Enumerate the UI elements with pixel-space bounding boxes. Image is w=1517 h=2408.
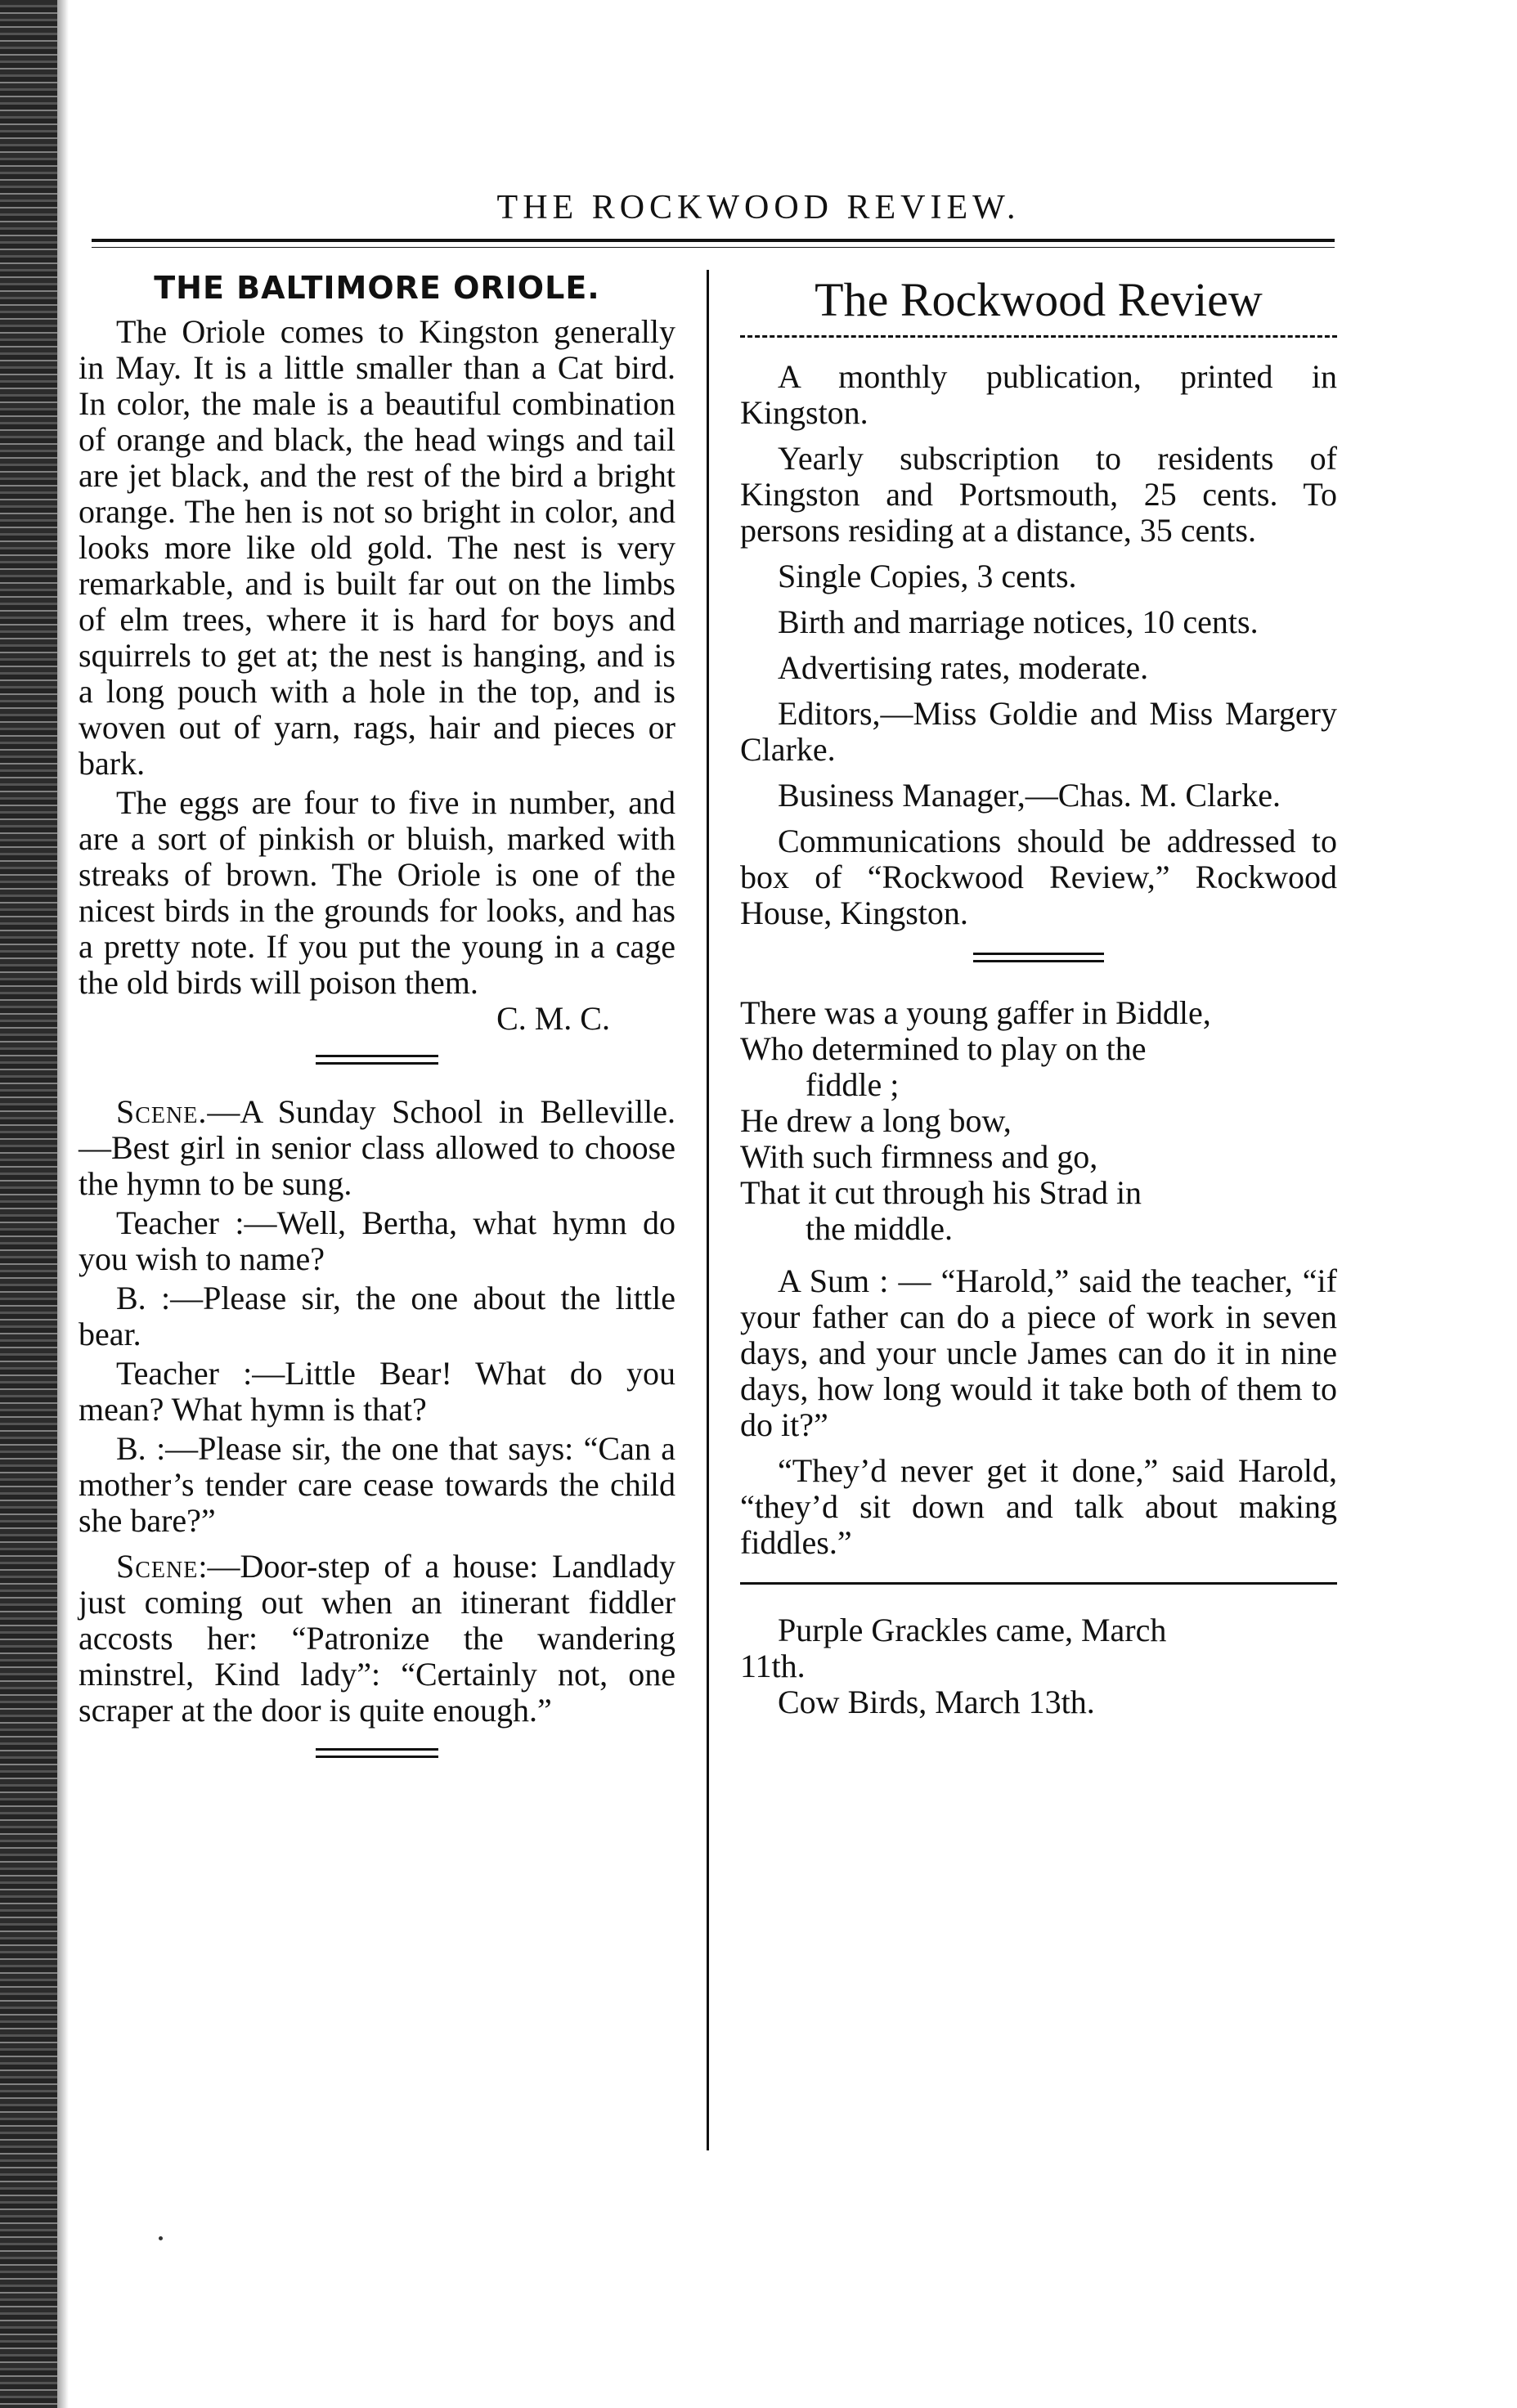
verse-line-3: fiddle ; [806, 1066, 900, 1103]
right-column [740, 271, 1337, 1720]
right-section-divider [973, 953, 1104, 962]
binding-edge [0, 0, 57, 2408]
column-divider [707, 270, 709, 2150]
oriole-paragraph-2: The eggs are four to five in number, and are a sort of pinkish or bluish, marked with streaks of brown. The Oriole is one of the nicest birds in the grounds for looks, and has a pretty note. If you put the young in a cage the old birds will poison them. [79, 784, 675, 1001]
note-cowbirds: Cow Birds, March 13th. [778, 1684, 1095, 1720]
scene-1-line-4: Teacher :—Little Bear! What do you mean? What hymn is that? [79, 1355, 675, 1428]
scene-1-line-2: Teacher :—Well, Bertha, what hymn do you wish to name? [79, 1204, 675, 1277]
section-divider [316, 1055, 438, 1065]
right-solid-rule [740, 1582, 1337, 1585]
info-line-6: Editors,—Miss Goldie and Miss Margery Clarke. [740, 695, 1337, 768]
scene-1-intro [79, 1094, 675, 1202]
verse-line-2: Who determined to play on the [740, 1030, 1147, 1067]
verse-line-7: the middle. [806, 1210, 953, 1247]
info-line-5: Advertising rates, moderate. [778, 649, 1149, 686]
ink-speck [159, 2236, 163, 2240]
info-line-1: A monthly publication, printed in Kingston. [740, 358, 1337, 431]
oriole-title: THE BALTIMORE ORIOLE. [154, 270, 600, 306]
verse-line-1: There was a young gaffer in Biddle, [740, 994, 1211, 1031]
limerick [740, 995, 1337, 1247]
info-line-2: Yearly subscription to residents of Kingston and Portsmouth, 25 cents. To persons residing at a distance, 35 cents. [740, 440, 1337, 549]
scene-label: Scene. [116, 1093, 208, 1130]
note-grackles-cont: 11th. [740, 1648, 806, 1684]
masthead-dashed-rule [740, 335, 1337, 338]
sum-paragraph-1: A Sum : — “Harold,” said the teacher, “if your father can do a piece of work in seven days, and your uncle James can do it in nine days, how long would it take both of them to do it?” [740, 1262, 1337, 1443]
info-line-7: Business Manager,—Chas. M. Clarke. [778, 777, 1281, 814]
verse-line-5: With such firmness and go, [740, 1138, 1098, 1175]
info-line-4: Birth and marriage notices, 10 cents. [778, 603, 1259, 640]
scene-2-paragraph [79, 1549, 675, 1729]
binding-shadow [57, 0, 69, 2408]
note-grackles: Purple Grackles came, March [778, 1612, 1167, 1648]
verse-line-6: That it cut through his Strad in [740, 1174, 1142, 1211]
sum-paragraph-2: “They’d never get it done,” said Harold, “they’d sit down and talk about making fiddles.” [740, 1452, 1337, 1561]
scene-2-text: :—Door-step of a house: Landlady just coming out when an itinerant fiddler accosts her: “Patronize the wandering minstrel, Kind lady”: “Certainly not, one scraper at the door is quite enough.” [79, 1548, 675, 1729]
running-head: THE ROCKWOOD REVIEW. [496, 189, 1021, 226]
scene-1-line-5: B. :—Please sir, the one that says: “Can a mother’s tender care cease towards the child she bare?” [79, 1430, 675, 1539]
info-line-3: Single Copies, 3 cents. [778, 558, 1077, 594]
scene-1-line-3: B. :—Please sir, the one about the little bear. [79, 1280, 675, 1352]
oriole-paragraph-1: The Oriole comes to Kingston generally in May. It is a little smaller than a Cat bird. In color, the male is a beautiful combination of orange and black, the head wings and tail are jet black, and the rest of the bird a bright orange. The hen is not so bright in color, and looks more like old gold. The nest is very remarkable, and is built far out on the limbs of elm trees, where it is hard for boys and squirrels to get at; the nest is hanging, and is a long pouch with a hole in the top, and is woven out of yarn, rags, hair and pieces or bark. [79, 313, 675, 782]
header-double-rule [92, 239, 1335, 248]
scene-1-text: —A Sunday School in Belleville.—Best girl in senior class allowed to choose the hymn to be sung. [79, 1093, 675, 1202]
verse-line-4: He drew a long bow, [740, 1102, 1012, 1139]
info-line-8: Communications should be addressed to box of “Rockwood Review,” Rockwood House, Kingston. [740, 823, 1337, 931]
oriole-signature: C. M. C. [496, 1000, 610, 1037]
masthead-title: The Rockwood Review [815, 273, 1263, 326]
section-divider-bottom [316, 1748, 438, 1758]
left-column [79, 270, 675, 1787]
scene-2-label: Scene [116, 1548, 199, 1585]
